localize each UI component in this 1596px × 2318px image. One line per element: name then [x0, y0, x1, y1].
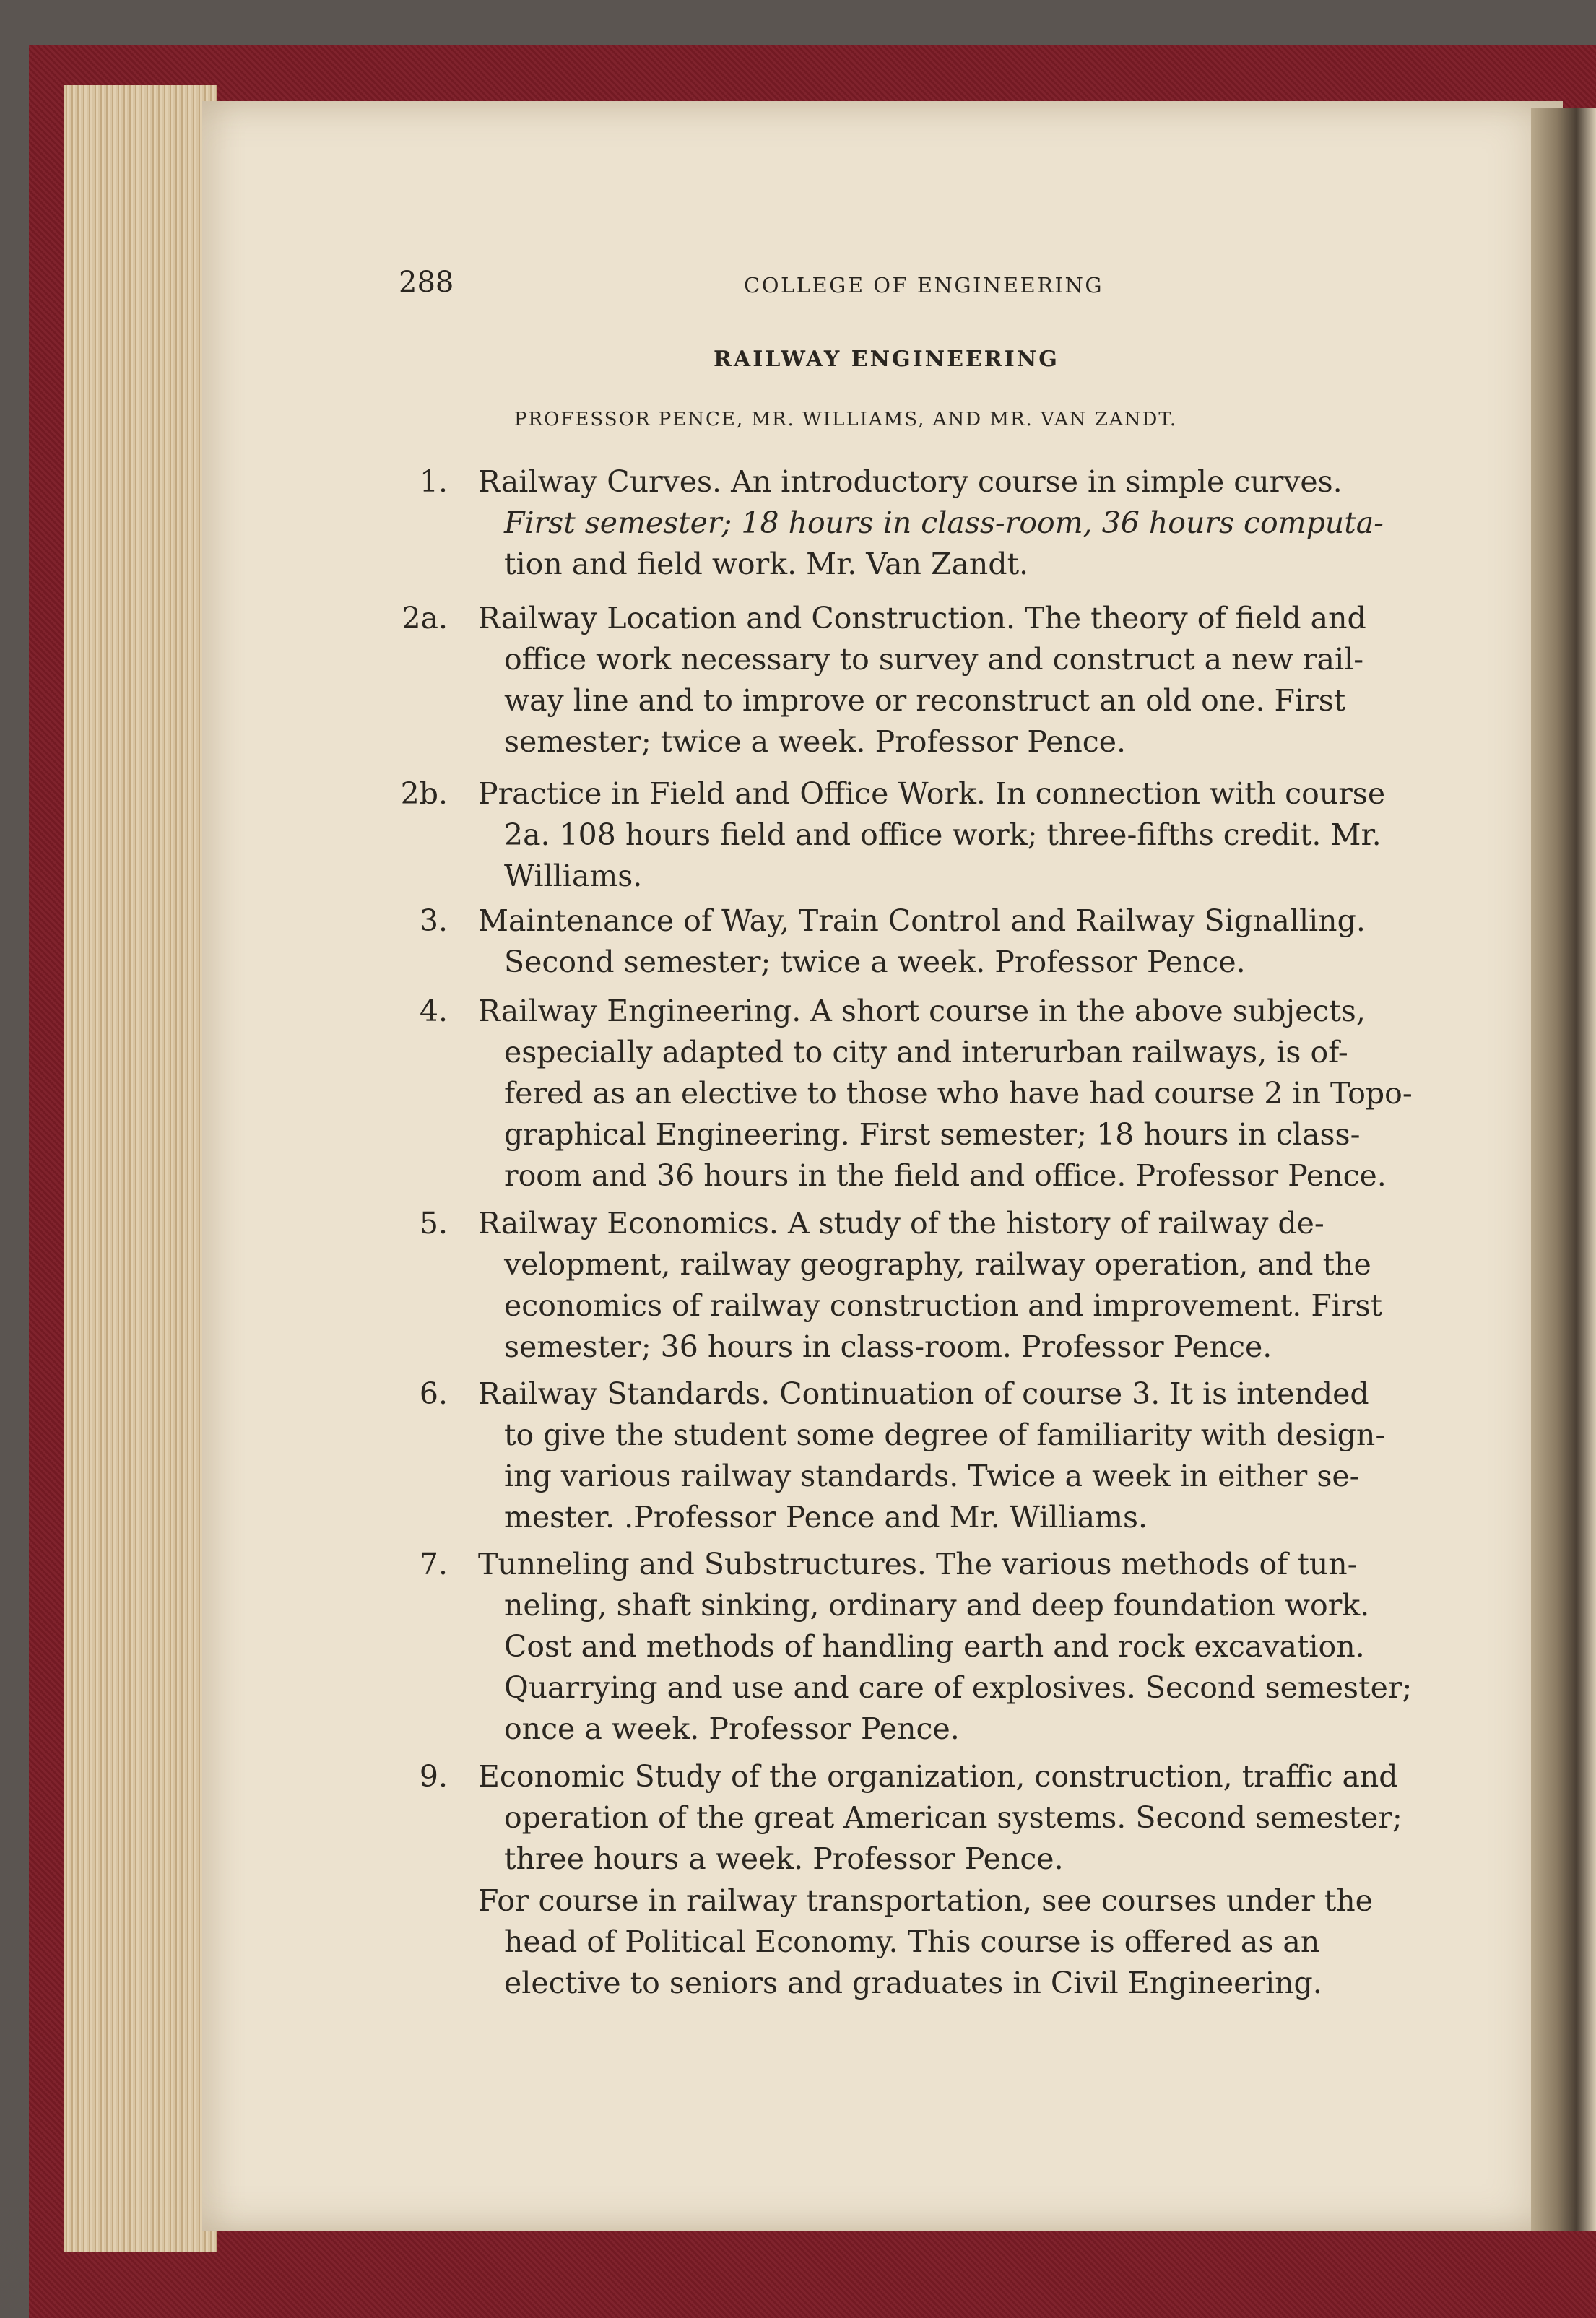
course-line: Cost and methods of handling earth and rock excavation. [504, 1629, 1365, 1664]
section-title: RAILWAY ENGINEERING [714, 347, 1059, 372]
course-line: Tunneling and Substructures. The various methods of tun- [478, 1547, 1358, 1581]
course-line: First semester; 18 hours in class-room, 36 hours computa- [504, 505, 1384, 540]
course-number: 3. [419, 903, 448, 938]
note-line: elective to seniors and graduates in Civil Engineering. [504, 1966, 1322, 2000]
course-line: neling, shaft sinking, ordinary and deep foundation work. [504, 1588, 1370, 1623]
course-line: way line and to improve or reconstruct an old one. First [504, 683, 1346, 718]
course-line: velopment, railway geography, railway operation, and the [504, 1247, 1371, 1282]
course-number: 7. [419, 1547, 448, 1581]
course-line: Railway Standards. Continuation of course 3. It is intended [478, 1376, 1369, 1411]
course-line: especially adapted to city and interurban railways, is of- [504, 1035, 1348, 1069]
course-line: Railway Engineering. A short course in the above subjects, [478, 994, 1366, 1028]
course-line: semester; twice a week. Professor Pence. [504, 724, 1126, 759]
course-number: 4. [419, 994, 448, 1028]
course-line: to give the student some degree of familiarity with design- [504, 1418, 1386, 1452]
course-line: Maintenance of Way, Train Control and Railway Signalling. [478, 903, 1366, 938]
course-line: Quarrying and use and care of explosives. Second semester; [504, 1670, 1413, 1705]
note-line: head of Political Economy. This course is offered as an [504, 1924, 1320, 1959]
note-line: For course in railway transportation, see courses under the [478, 1883, 1373, 1918]
course-line: 2a. 108 hours field and office work; three-fifths credit. Mr. [504, 817, 1382, 852]
course-line: economics of railway construction and improvement. First [504, 1288, 1383, 1323]
course-line: Railway Economics. A study of the history of railway de- [478, 1206, 1324, 1241]
course-line: room and 36 hours in the field and office. Professor Pence. [504, 1158, 1387, 1193]
course-line: office work necessary to survey and construct a new rail- [504, 642, 1364, 677]
course-line: operation of the great American systems. Second semester; [504, 1800, 1402, 1835]
faculty-line: PROFESSOR PENCE, MR. WILLIAMS, AND MR. VAN ZANDT. [514, 409, 1178, 430]
course-number: 5. [419, 1206, 448, 1241]
course-line: semester; 36 hours in class-room. Professor Pence. [504, 1329, 1272, 1364]
course-line: Williams. [504, 859, 643, 893]
page-number: 288 [399, 266, 454, 299]
course-line: mester. .Professor Pence and Mr. Williams. [504, 1500, 1148, 1535]
course-number: 6. [419, 1376, 448, 1411]
course-number: 9. [419, 1759, 448, 1794]
course-line: Railway Curves. An introductory course in simple curves. [478, 464, 1343, 499]
course-line: graphical Engineering. First semester; 18 hours in class- [504, 1117, 1361, 1152]
course-number: 2b. [400, 776, 448, 811]
course-line: Economic Study of the organization, construction, traffic and [478, 1759, 1398, 1794]
course-line: ing various railway standards. Twice a week in either se- [504, 1459, 1360, 1493]
course-line: once a week. Professor Pence. [504, 1711, 960, 1746]
course-number: 1. [419, 464, 448, 499]
course-line: three hours a week. Professor Pence. [504, 1841, 1064, 1876]
course-line: tion and field work. Mr. Van Zandt. [504, 547, 1029, 581]
course-line: fered as an elective to those who have had course 2 in Topo- [504, 1076, 1413, 1111]
course-number: 2a. [402, 601, 448, 635]
course-line: Railway Location and Construction. The theory of field and [478, 601, 1366, 635]
course-line: Practice in Field and Office Work. In connection with course [478, 776, 1386, 811]
running-head: COLLEGE OF ENGINEERING [744, 273, 1104, 298]
course-line: Second semester; twice a week. Professor Pence. [504, 945, 1246, 979]
